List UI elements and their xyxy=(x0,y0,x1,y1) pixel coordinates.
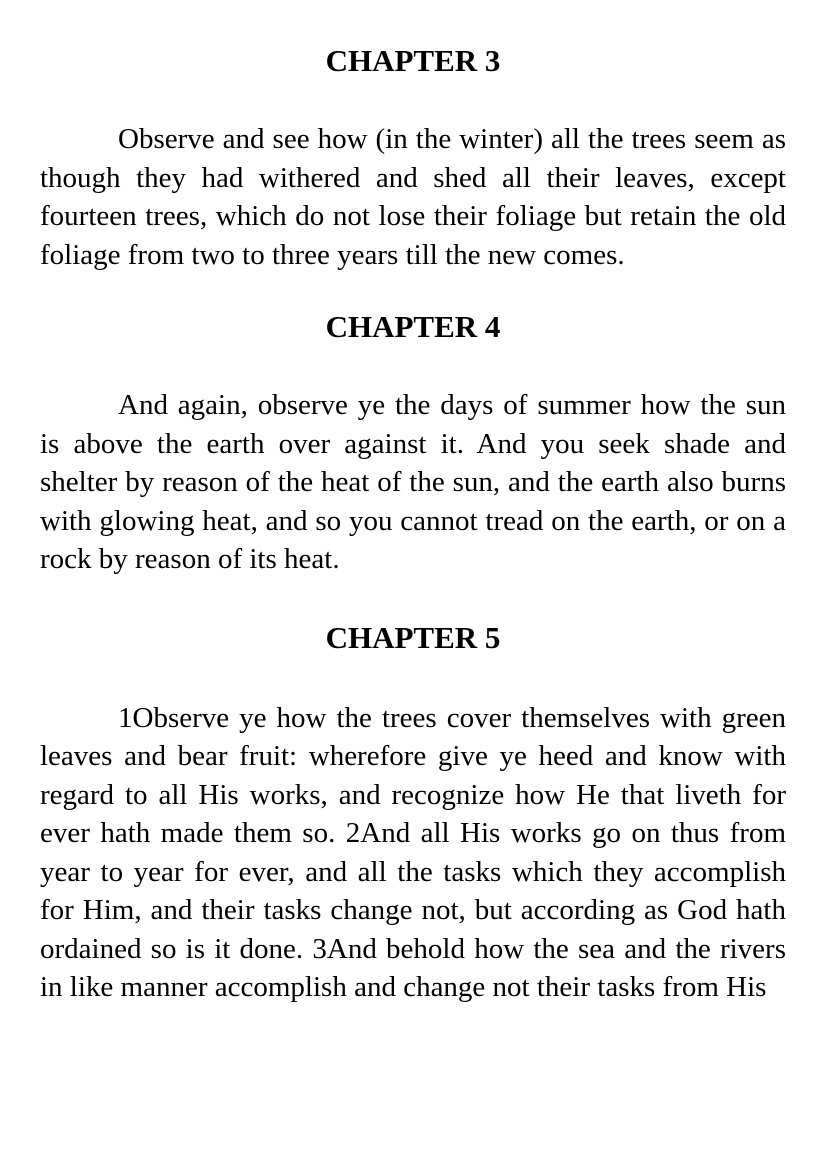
chapter-4-paragraph: And again, observe ye the days of summer how the sun is above the earth over against it. And you seek shade and shelter by reason of the heat of the sun, and the earth also burns with glowing heat, and so you cannot tread on the earth, or on a rock by reason of its heat. xyxy=(40,389,786,575)
chapter-5-paragraph: 1Observe ye how the trees cover themselves with green leaves and bear fruit: wherefore give ye heed and know with regard to all His works, and recognize how He that liveth for ever hath made them so. 2And all His works go on thus from year to year for ever, and all the tasks which they accomplish for Him, and their tasks change not, but according as God hath ordained so is it done. 3And behold how the sea and the rivers in like manner accomplish and change not their tasks from His xyxy=(40,701,786,1003)
chapter-5-title: CHAPTER 5 xyxy=(325,619,501,655)
chapter-4-title: CHAPTER 4 xyxy=(325,309,501,344)
chapter-3-paragraph: Observe and see how (in the winter) all the trees seem as though they had withered and shed all their leaves, except fourteen trees, which do not lose their foliage but retain the old foliage from two to three years till the new comes. xyxy=(40,123,786,271)
document-page xyxy=(40,0,786,1007)
chapter-3-title: CHAPTER 3 xyxy=(325,43,501,78)
